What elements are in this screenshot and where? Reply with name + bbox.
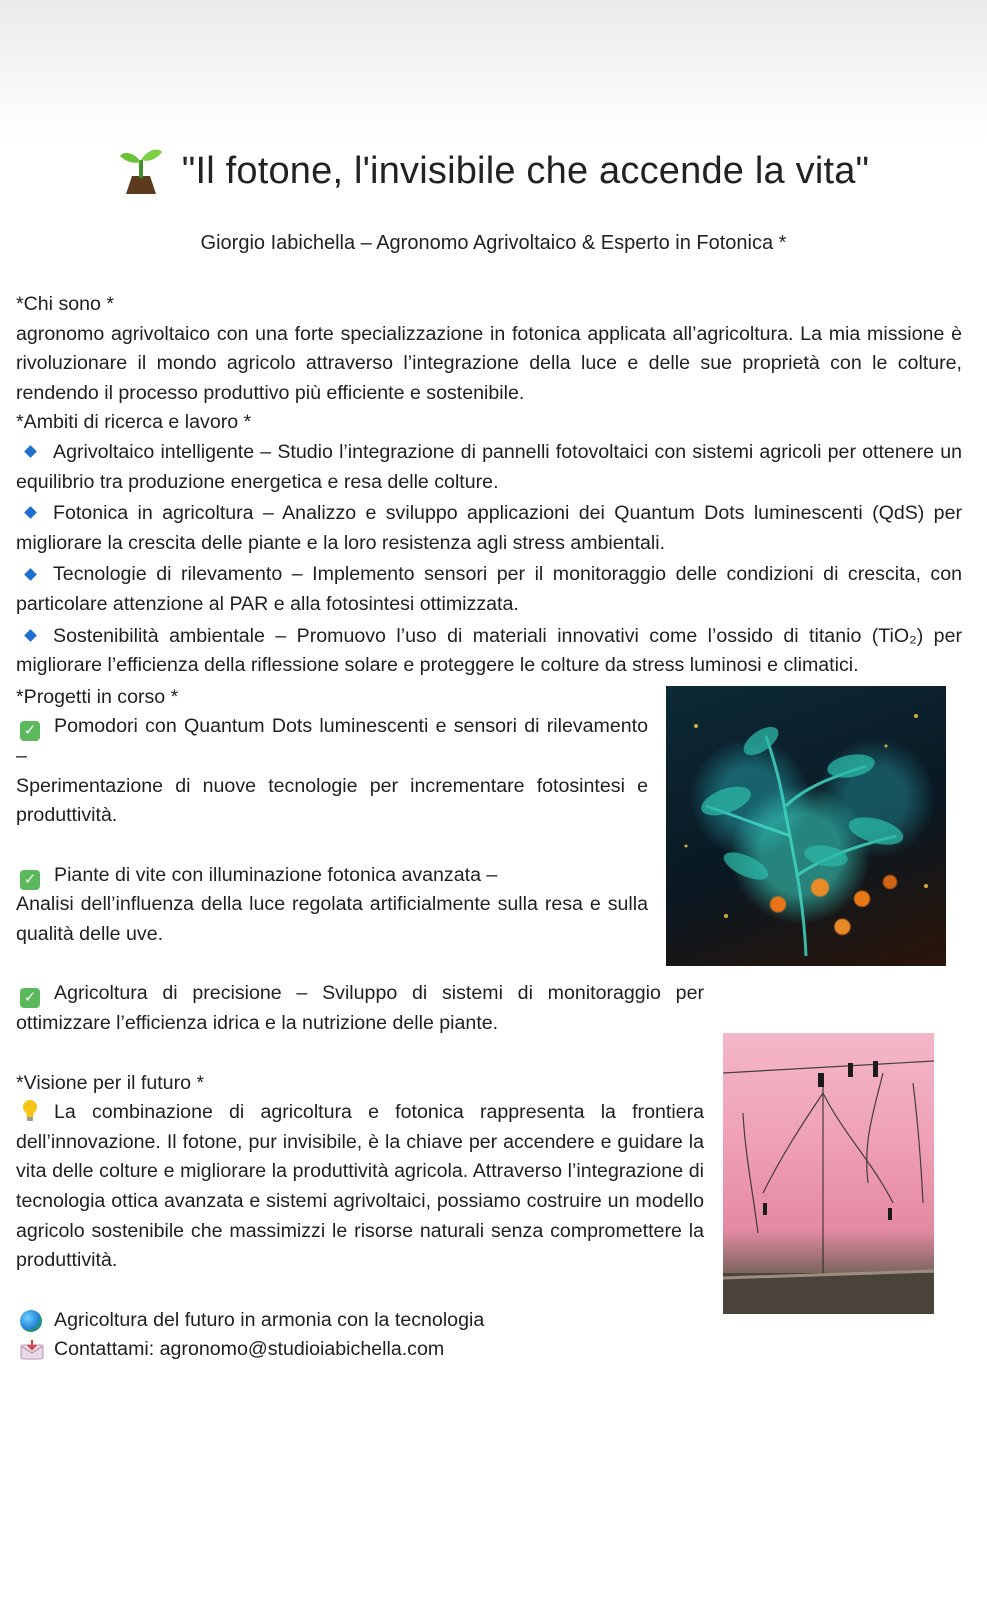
lightbulb-icon [22, 1100, 38, 1122]
visione-heading: *Visione per il futuro * [16, 1071, 205, 1094]
diamond-icon [24, 629, 37, 642]
diamond-icon [24, 445, 37, 458]
contact-email[interactable]: Contattami: agronomo@studioiabichella.com [54, 1338, 445, 1361]
title-row [0, 146, 987, 196]
project-3: ✓ Agricoltura di precisione – Sviluppo di sistemi di monitoraggio per ottimizzare l’efficienza idrica e la nutrizione delle piante. [16, 982, 704, 1035]
ambiti-heading: *Ambiti di ricerca e lavoro * [16, 411, 252, 434]
chi-sono-text: agronomo agrivoltaico con una forte specializzazione in fotonica applicata all’agricoltura. La mia missione è rivoluzionare il mondo agricolo attraverso l’integrazione della luce e delle sue proprietà con le colture, rendendo il processo produttivo più efficiente e sostenibile. [16, 322, 962, 404]
check-icon: ✓ [20, 721, 40, 741]
progetti-heading: *Progetti in corso * [16, 685, 179, 708]
check-icon: ✓ [20, 988, 40, 1008]
project-1: ✓ Pomodori con Quantum Dots luminescenti e sensori di rilevamento – Sperimentazione di nuove tecnologie per incrementare fotosintesi e produttività. [16, 715, 648, 827]
diamond-icon [24, 507, 37, 520]
contact-line [16, 1335, 962, 1365]
subtitle: Giorgio Iabichella – Agronomo Agrivoltaico & Esperto in Fotonica * [200, 232, 787, 254]
tomato-plant-image [666, 686, 946, 966]
chi-sono-heading: *Chi sono * [16, 293, 115, 315]
list-item: Sostenibilità ambientale – Promuovo l’uso di materiali innovativi come l’ossido di titanio (TiO₂) per migliorare l’efficienza della riflessione solare e proteggere le colture da stress luminosi e climatici. [16, 624, 962, 677]
greenhouse-sensors-image [723, 1033, 934, 1314]
list-item: Tecnologie di rilevamento – Implemento sensori per il monitoraggio delle condizioni di crescita, con particolare attenzione al PAR e alla fotosintesi ottimizzata. [16, 563, 962, 615]
check-icon: ✓ [20, 870, 40, 890]
motto-line: Agricoltura del futuro in armonia con la tecnologia [16, 1306, 962, 1336]
globe-icon [20, 1310, 42, 1332]
project-2: ✓ Piante di vite con illuminazione fotonica avanzata – Analisi dell’influenza della luce regolata artificialmente sulla resa e sulla qualità delle uve. [16, 863, 648, 945]
list-item: Agrivoltaico intelligente – Studio l’integrazione di pannelli fotovoltaici con sistemi agricoli per ottenere un equilibrio tra produzione energetica e resa delle colture. [16, 440, 962, 493]
envelope-icon [20, 1340, 44, 1360]
visione-section: *Visione per il futuro * La combinazione di agricoltura e fotonica rappresenta la frontiera dell’innovazione. Il fotone, pur invisibile, è la chiave per accendere e guidare la vita delle colture e migliorare la produttività agricola. Attraverso l’integrazione di tecnologia ottica avanzata e sistemi agrivoltaici, possiamo costruire un modello agricolo sostenibile che massimizzi le risorse naturali senza compromettere la produttività. [16, 1069, 704, 1276]
page-title: "Il fotone, l'invisibile che accende la vita" [181, 149, 870, 192]
seedling-icon [118, 146, 164, 196]
top-shade [0, 0, 987, 140]
list-item: Fotonica in agricoltura – Analizzo e sviluppo applicazioni dei Quantum Dots luminescenti (QdS) per migliorare la crescita delle piante e la loro resistenza agli stress ambientali. [16, 502, 962, 554]
diamond-icon [24, 568, 37, 581]
